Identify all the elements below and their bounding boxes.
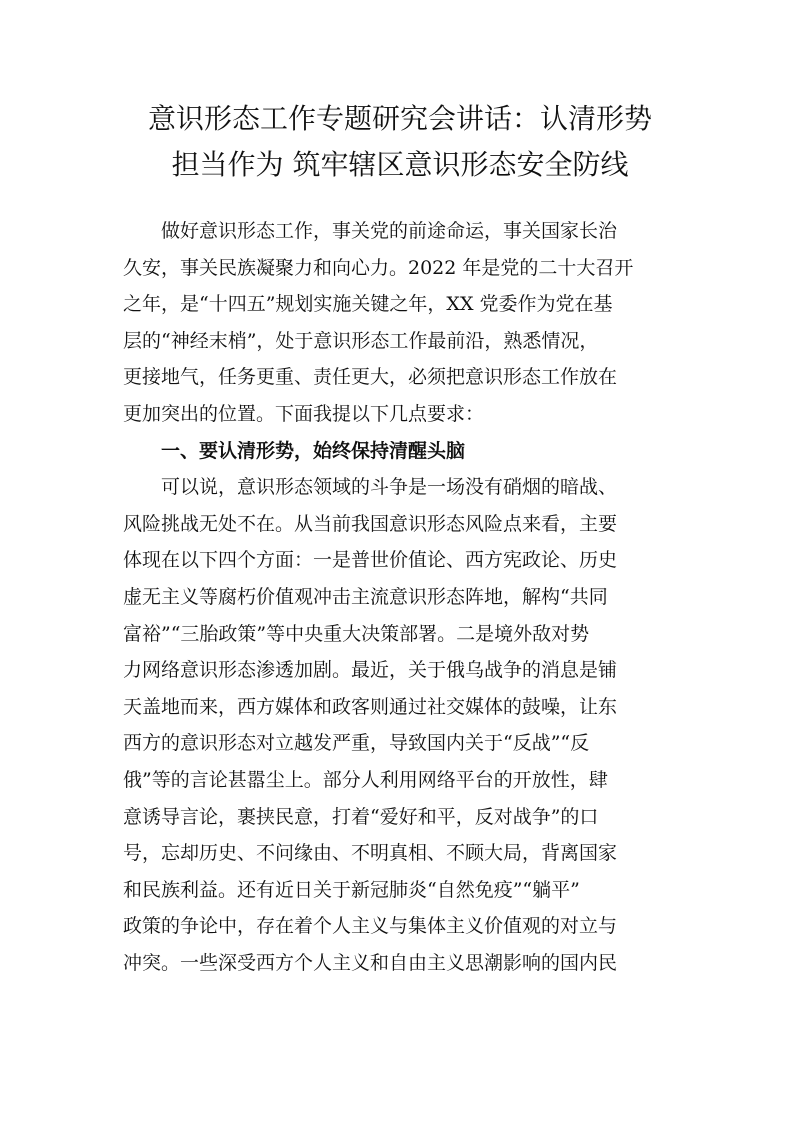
text-line: 虚无主义等腐朽价值观冲击主流意识形态阵地，解构“共同 bbox=[123, 585, 608, 608]
title-line: 担当作为 筑牢辖区意识形态安全防线 bbox=[171, 148, 629, 181]
text-line: 层的“神经末梢”，处于意识形态工作最前沿，熟悉情况， bbox=[123, 329, 599, 352]
text-line: 冲突。一些深受西方个人主义和自由主义思潮影响的国内民 bbox=[123, 951, 618, 974]
text-line: 可以说，意识形态领域的斗争是一场没有硝烟的暗战、 bbox=[123, 476, 618, 499]
text-line: 意诱导言论，裹挟民意，打着“爱好和平，反对战争”的口 bbox=[123, 805, 599, 828]
text-line: 做好意识形态工作，事关党的前途命运，事关国家长治 bbox=[123, 220, 618, 242]
paragraph-situation bbox=[123, 469, 683, 981]
document-title bbox=[60, 96, 740, 188]
text-line: 天盖地而来，西方媒体和政客则通过社交媒体的鼓噪，让东 bbox=[123, 695, 618, 718]
paragraph-intro bbox=[123, 213, 683, 433]
text-line: 号，忘却历史、不问缘由、不明真相、不顾大局，背离国家 bbox=[123, 842, 618, 865]
text-line: 俄”等的言论甚嚣尘上。部分人利用网络平台的开放性，肆 bbox=[123, 768, 608, 791]
title-line: 意识形态工作专题研究会讲话：认清形势 bbox=[147, 102, 652, 135]
text-line: 之年，是“十四五”规划实施关键之年，XX 党委作为党在基 bbox=[123, 293, 613, 316]
text-line: 久安，事关民族凝聚力和向心力。2022 年是党的二十大召开 bbox=[123, 256, 634, 279]
document-body bbox=[123, 213, 683, 981]
text-line: 体现在以下四个方面：一是普世价值论、西方宪政论、历史 bbox=[123, 549, 618, 572]
text-line: 更加突出的位置。下面我提以下几点要求： bbox=[123, 402, 485, 425]
text-line: 风险挑战无处不在。从当前我国意识形态风险点来看，主要 bbox=[123, 512, 618, 535]
text-line: 力网络意识形态渗透加剧。最近，关于俄乌战争的消息是铺 bbox=[123, 659, 618, 682]
text-line: 政策的争论中，存在着个人主义与集体主义价值观的对立与 bbox=[123, 915, 618, 938]
text-line: 和民族利益。还有近日关于新冠肺炎“自然免疫”“躺平” bbox=[123, 878, 580, 901]
text-line: 更接地气，任务更重、责任更大，必须把意识形态工作放在 bbox=[123, 366, 618, 389]
section-heading: 一、要认清形势，始终保持清醒头脑 bbox=[123, 439, 466, 462]
text-line: 富裕”“三胎政策”等中央重大决策部署。二是境外敌对势 bbox=[123, 622, 590, 645]
text-line: 西方的意识形态对立越发严重，导致国内关于“反战”“反 bbox=[123, 732, 590, 755]
